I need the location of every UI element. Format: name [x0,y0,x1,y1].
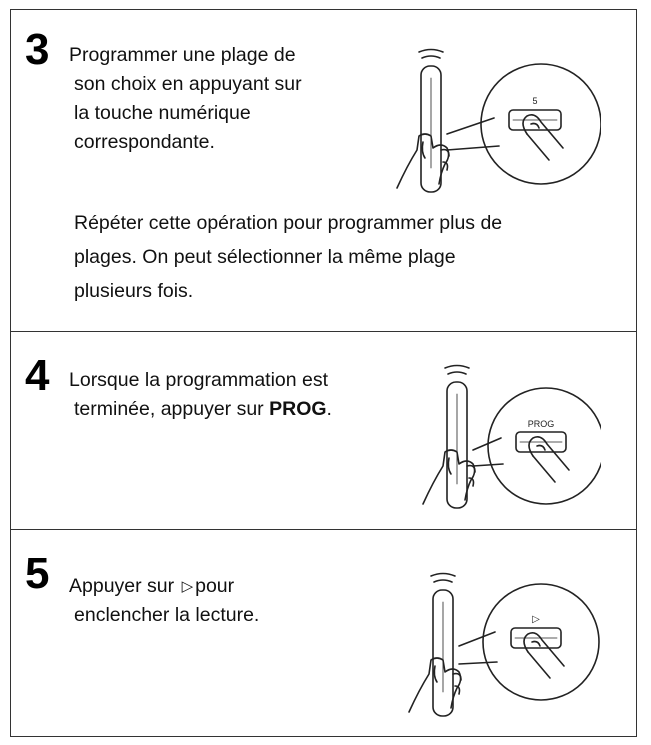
signal-wave-icon [434,580,452,582]
step-4-section [11,332,636,529]
button-label: 5 [532,96,538,106]
signal-wave-icon [448,372,466,374]
step-text-segment: . [326,398,332,420]
step-text-line: son choix en appuyant sur [74,73,302,95]
step-text-line: plages. On peut sélectionner la même plage [74,246,456,268]
step-3-text [69,41,302,157]
step-text-line: Répéter cette opération pour programmer plus de [74,212,503,234]
signal-wave-icon [422,56,440,58]
magnifier-circle [483,584,599,700]
button-label: PROG [527,419,555,429]
signal-wave-icon [445,366,469,369]
remote-press-illustration [391,38,601,198]
remote-press-illustration [391,566,601,726]
step-5-text [69,572,259,630]
magnifier-circle [488,388,601,504]
step-text-line: la touche numérique [74,102,251,124]
step-5-section [11,530,636,736]
step-text-segment: Appuyer sur [69,575,180,597]
magnifier-circle [481,64,601,184]
step-3-section [11,10,636,331]
remote-press-illustration [391,358,601,518]
button-label: ▷ [532,614,540,625]
step-text-line [69,395,332,424]
step-text-line: correspondante. [74,131,215,153]
step-text-line: Programmer une plage de [69,44,296,66]
step-text-segment: terminée, appuyer sur [74,398,270,420]
signal-wave-icon [431,574,455,577]
step-number: 5 [25,549,50,598]
play-icon: ▷ [181,578,194,595]
prog-key-name: PROG [269,398,327,420]
step-number: 3 [25,25,50,74]
step-text-line: enclencher la lecture. [74,604,260,626]
step-3-extra-text [74,206,502,308]
signal-wave-icon [419,50,443,53]
step-text-segment: pour [195,575,235,597]
step-text-line [69,572,259,601]
step-4-text [69,366,332,424]
step-number: 4 [25,351,50,400]
instruction-frame [10,9,637,737]
step-text-line: Lorsque la programmation est [69,369,329,391]
step-text-line: plusieurs fois. [74,280,194,302]
